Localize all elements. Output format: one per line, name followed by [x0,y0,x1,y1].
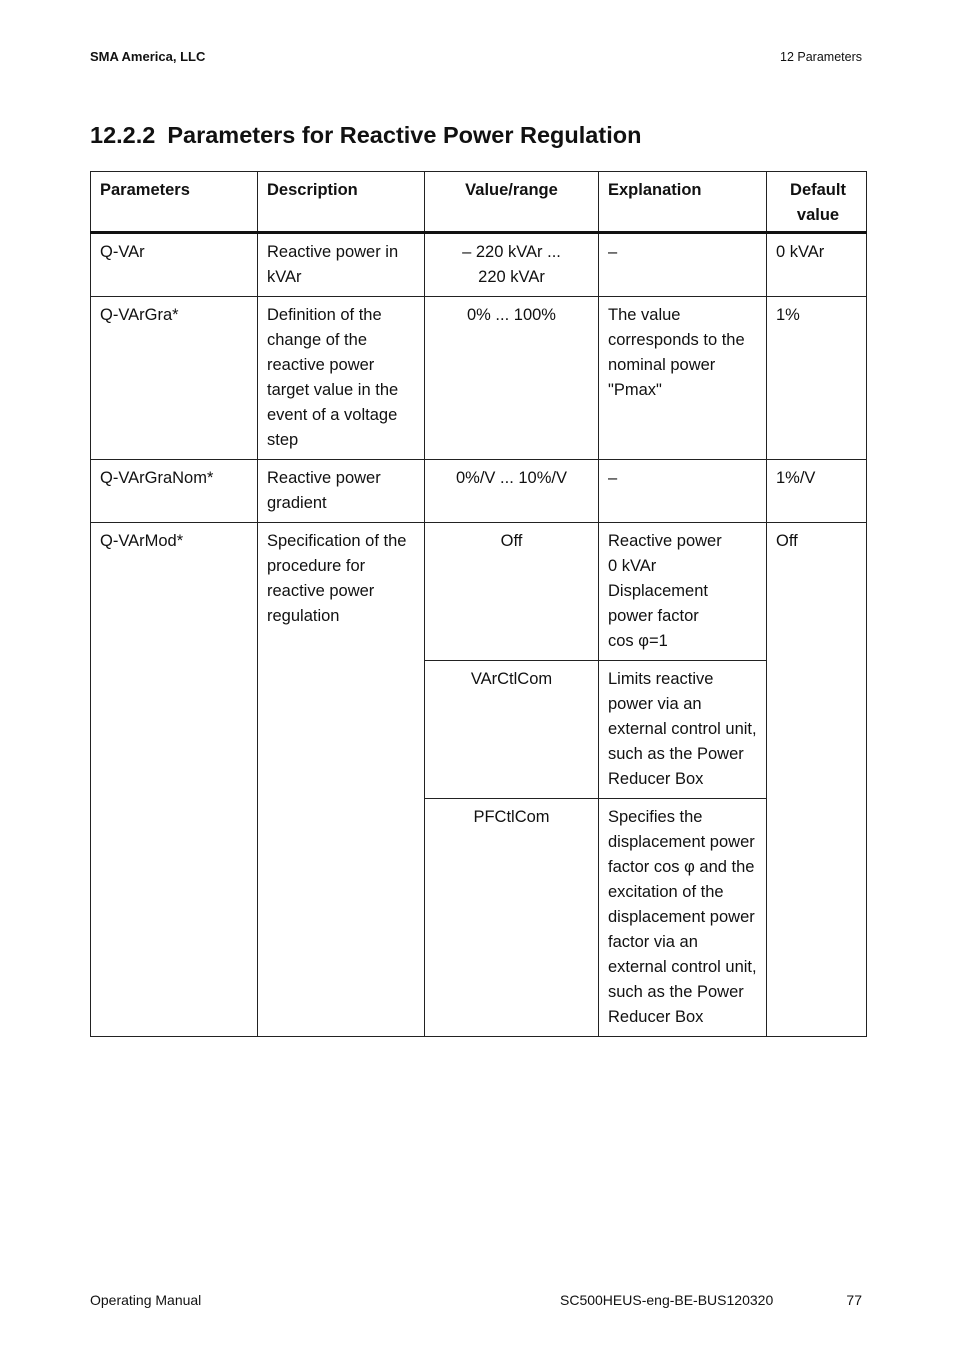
option-value-cell: VArCtlCom [425,661,599,799]
explanation-line: Reactive power [608,532,722,550]
footer-page-number: 77 [846,1292,862,1308]
explanation-cell: The value corresponds to the nominal power "Pmax" [599,297,767,460]
header-chapter: 12 Parameters [780,50,862,64]
explanation-line: 0 kVAr [608,557,657,575]
default-cell: 0 kVAr [767,233,867,297]
value-range-cell: 0%/V ... 10%/V [425,460,599,523]
parameter-cell: Q-VArGraNom* [91,460,258,523]
header-company: SMA America, LLC [90,49,206,64]
description-cell: Definition of the change of the reactive power target value in the event of a voltage step [258,297,425,460]
section-title: Parameters for Reactive Power Regulation [167,122,642,148]
column-header-parameters: Parameters [91,172,258,233]
table-row [91,233,867,297]
explanation-cell: – [599,460,767,523]
default-cell: 1% [767,297,867,460]
parameter-cell: Q-VAr [91,233,258,297]
parameter-cell: Q-VArGra* [91,297,258,460]
option-explanation-cell: Specifies the displacement power factor cos φ and the excitation of the displacement power factor via an external control unit, such as the Power Reducer Box [599,799,767,1037]
column-header-explanation: Explanation [599,172,767,233]
explanation-line: cos φ=1 [608,632,668,650]
footer-doc-code: SC500HEUS-eng-BE-BUS120320 [560,1292,774,1308]
table-row [91,460,867,523]
option-explanation-cell [599,523,767,661]
option-value-cell: PFCtlCom [425,799,599,1037]
default-cell: Off [767,523,867,1037]
column-header-default-value: Default value [767,172,867,233]
section-heading [90,122,641,149]
table-header-row [91,172,867,233]
parameters-table [90,171,867,1037]
option-value-cell: Off [425,523,599,661]
description-cell: Specification of the procedure for reactive power regulation [258,523,425,1037]
footer-doc-type: Operating Manual [90,1292,202,1308]
explanation-line: power factor [608,607,699,625]
value-range-line: 220 kVAr [478,268,545,286]
default-cell: 1%/V [767,460,867,523]
column-header-description: Description [258,172,425,233]
option-explanation-cell: Limits reactive power via an external control unit, such as the Power Reducer Box [599,661,767,799]
table-row [91,297,867,460]
column-header-value-range: Value/range [425,172,599,233]
value-range-cell: 0% ... 100% [425,297,599,460]
description-cell: Reactive power gradient [258,460,425,523]
table-row [91,523,867,661]
explanation-cell: – [599,233,767,297]
explanation-line: Displacement [608,582,708,600]
section-number: 12.2.2 [90,122,156,148]
description-cell: Reactive power in kVAr [258,233,425,297]
parameter-cell: Q-VArMod* [91,523,258,1037]
value-range-cell [425,233,599,297]
value-range-line: – 220 kVAr ... [462,243,561,261]
